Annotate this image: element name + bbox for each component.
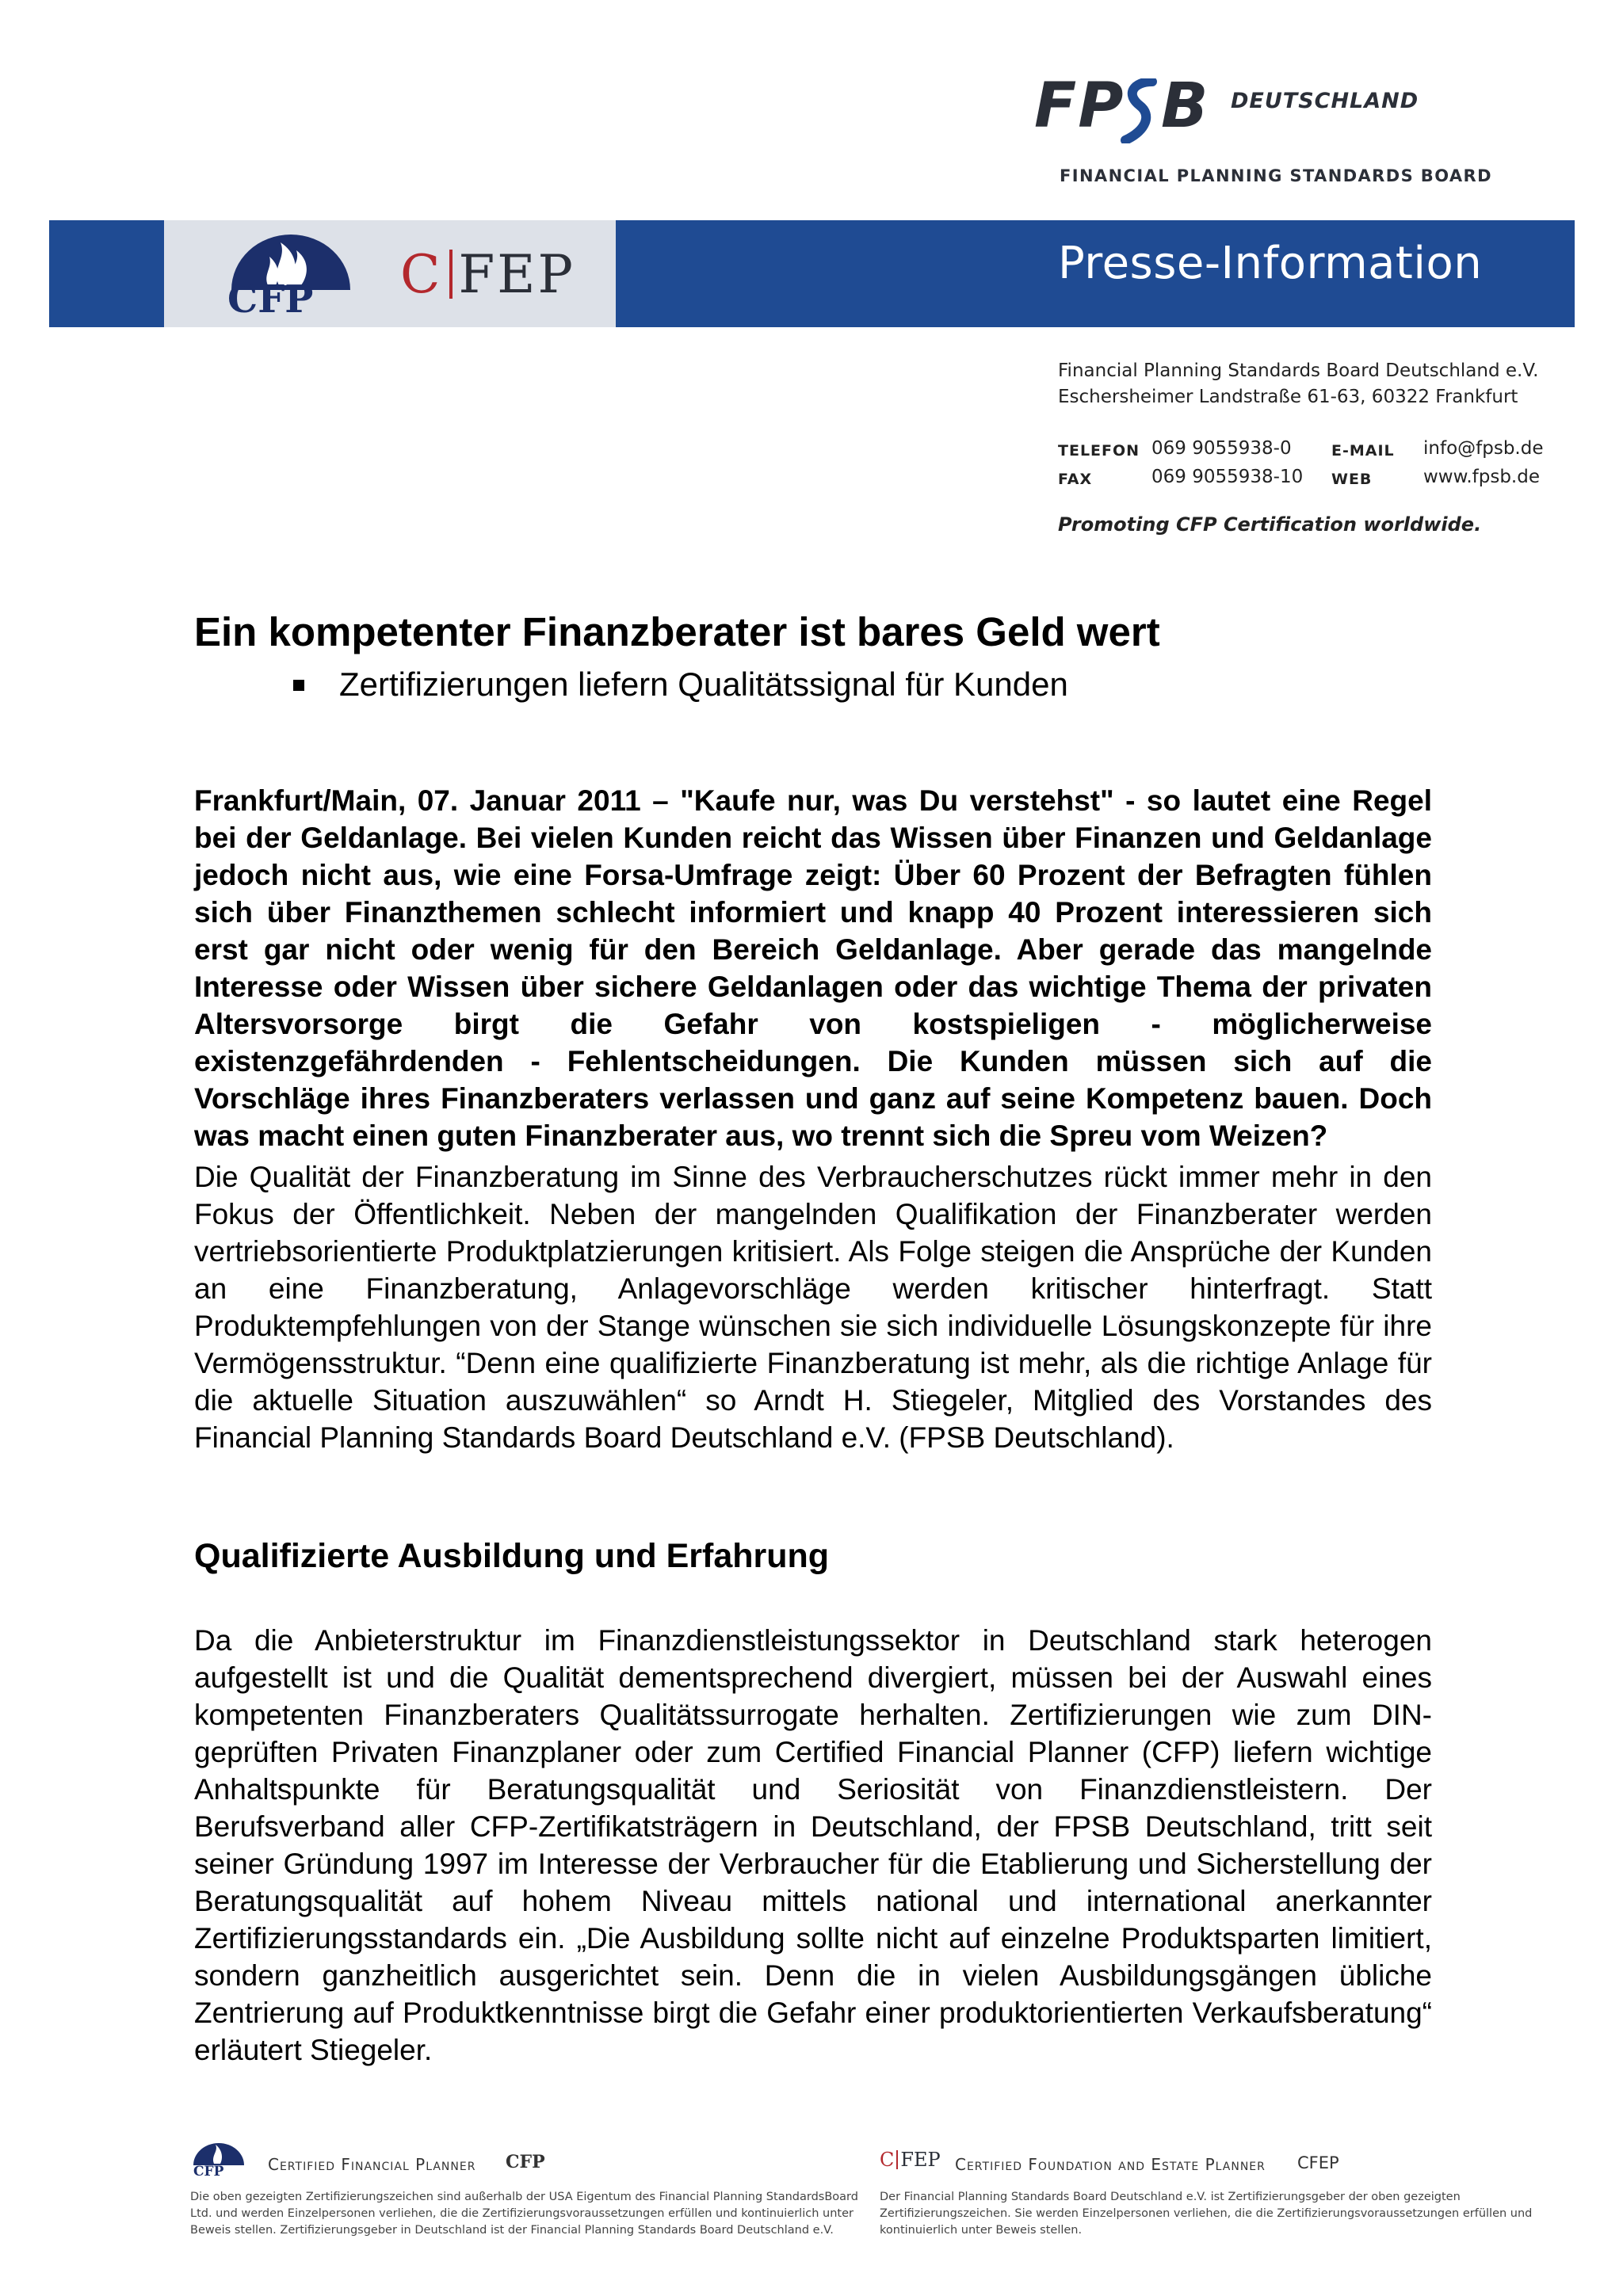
telefon-label: TELEFON bbox=[1058, 442, 1140, 460]
footer-right-text: Der Financial Planning Standards Board Deutschland e.V. ist Zertifizierungsgeber der oben gezeigten Zertifizierungszeichen. Sie werden Einzelpersonen verliehen, die die Zertifizierungsvoraussetzungen erfüllen und kontinuierlich unter Beweis stellen. bbox=[880, 2191, 1533, 2237]
fax-value: 069 9055938-10 bbox=[1151, 467, 1304, 487]
cfep-logo-c: C bbox=[400, 244, 443, 305]
svg-text:CFP: CFP bbox=[193, 2164, 224, 2176]
banner-logo-panel bbox=[164, 220, 616, 327]
footer-left-title: Certified Financial Planner bbox=[268, 2155, 476, 2174]
footer-cfep-fep: FEP bbox=[900, 2149, 941, 2171]
footer-left-mark: CFP bbox=[506, 2152, 545, 2172]
article-headline: Ein kompetenter Finanzberater ist bares Geld wert bbox=[194, 609, 1160, 654]
cfp-logo-text: CFP bbox=[227, 277, 314, 322]
org-address: Eschersheimer Landstraße 61-63, 60322 Frankfurt bbox=[1058, 387, 1518, 407]
banner-title: Presse-Information bbox=[1058, 238, 1483, 289]
slogan: Promoting CFP Certification worldwide. bbox=[1058, 513, 1482, 536]
lead-paragraph: Frankfurt/Main, 07. Januar 2011 – "Kaufe nur, was Du verstehst" - so lautet eine Regel bei der Geldanlage. Bei vielen Kunden reicht das Wissen über Finanzen und Geldanlage jedoch nicht aus, wie eine Forsa-Umfrage zeigt: Über 60 Prozent der Befragten fühlen sich über Finanzthemen schlecht informiert und knapp 40 Prozent interessieren sich erst gar nicht oder wenig für den Bereich Geldanlage. Aber gerade das mangelnde Interesse oder Wissen über sichere Geldanlagen oder das wichtige Thema der privaten Altersvorsorge birgt die Gefahr von kostspieligen - möglicherweise existenzgefährdenden - Fehlentscheidungen. Die Kunden müssen sich auf die Vorschläge ihres Finanzberaters verlassen und ganz auf seine Kompetenz bauen. Doch was macht einen guten Finanzberater aus, wo trennt sich die Spreu vom Weizen? bbox=[194, 784, 1432, 1152]
body-paragraph-2: Da die Anbieterstruktur im Finanzdienstleistungssektor in Deutschland stark heterogen aufgestellt ist und die Qualität dementsprechend divergiert, müssen bei der Auswahl eines kompetenten Finanzberaters Qualitätssurrogate herhalten. Zertifizierungen wie zum DIN-geprüften Privaten Finanzplaner oder zum Certified Financial Planner (CFP) liefern wichtige Anhaltspunkte für Beratungsqualität und Seriosität von Finanzdienstleistern. Der Berufsverband aller CFP-Zertifikatsträgern in Deutschland, der FPSB Deutschland, tritt seit seiner Gründung 1997 im Interesse der Verbraucher für die Etablierung und Sicherstellung der Beratungsqualität auf hohem Niveau mittels national und international anerkannter Zertifizierungsstandards ein. „Die Ausbildung sollte nicht auf einzelne Produktsparten limitiert, sondern ganzheitlich ausgerichtet sein. Denn die in vielen Ausbildungsgängen übliche Zentrierung auf Produktkenntnisse birgt die Gefahr einer produktorientierten Verkaufsberatung“ erläutert Stiegeler. bbox=[194, 1624, 1432, 2066]
telefon-value: 069 9055938-0 bbox=[1151, 438, 1292, 459]
web-label: WEB bbox=[1331, 471, 1373, 488]
email-label: E-MAIL bbox=[1331, 442, 1395, 460]
fpsb-subtitle: FINANCIAL PLANNING STANDARDS BOARD bbox=[1060, 166, 1492, 185]
footer-left-text: Die oben gezeigten Zertifizierungszeichen sind außerhalb der USA Eigentum des Financial Planning StandardsBoard Ltd. und werden Einzelpersonen verliehen, die die Zertifizierungsvoraussetzungen erfüllen und kontinuierlich unter Beweis stellen. Zertifizierungsgeber in Deutschland ist der Financial Planning Standards Board Deutschland e.V. bbox=[190, 2191, 858, 2237]
fpsb-letter-b: B bbox=[1161, 71, 1210, 142]
footer-cfep-logo bbox=[880, 2149, 941, 2171]
footer-right-title: Certified Foundation and Estate Planner bbox=[955, 2155, 1266, 2174]
fax-label: FAX bbox=[1058, 471, 1093, 488]
footer-cfp-logo-icon bbox=[190, 2142, 247, 2176]
footer-right-mark: CFEP bbox=[1297, 2153, 1339, 2172]
footer-cfep-divider bbox=[896, 2150, 898, 2169]
article-subline: Zertifizierungen liefern Qualitätssignal für Kunden bbox=[339, 666, 1068, 703]
fpsb-letters-fp: FP bbox=[1034, 71, 1125, 142]
section-heading: Qualifizierte Ausbildung und Erfahrung bbox=[194, 1537, 830, 1575]
cfep-logo-fep: FEP bbox=[458, 244, 575, 305]
cfep-logo bbox=[400, 244, 575, 305]
org-name: Financial Planning Standards Board Deutschland e.V. bbox=[1058, 360, 1539, 381]
bullet-square-icon bbox=[293, 680, 304, 691]
fpsb-s-swoosh-icon bbox=[1117, 78, 1161, 143]
web-link[interactable]: www.fpsb.de bbox=[1423, 467, 1540, 487]
body-paragraph-1: Die Qualität der Finanzberatung im Sinne des Verbraucherschutzes rückt immer mehr in den Fokus der Öffentlichkeit. Neben der mangelnden Qualifikation der Finanzberater werden vertriebsorientierte Produktplatzierungen kritisiert. Als Folge steigen die Ansprüche der Kunden an eine Finanzberatung, Anlagevorschläge werden kritischer hinterfragt. Statt Produktempfehlungen von der Stange wünschen sie sich individuelle Lösungskonzepte für ihre Vermögensstruktur. “Denn eine qualifizierte Finanzberatung ist mehr, als die richtige Anlage für die aktuelle Situation auszuwählen“ so Arndt H. Stiegeler, Mitglied des Vorstandes des Financial Planning Standards Board Deutschland e.V. (FPSB Deutschland). bbox=[194, 1161, 1432, 1454]
cfep-logo-divider bbox=[449, 250, 453, 299]
fpsb-wordmark bbox=[1034, 71, 1232, 147]
fpsb-region: DEUTSCHLAND bbox=[1231, 89, 1419, 113]
footer-cfep-c: C bbox=[880, 2149, 895, 2171]
email-link[interactable]: info@fpsb.de bbox=[1423, 438, 1544, 459]
